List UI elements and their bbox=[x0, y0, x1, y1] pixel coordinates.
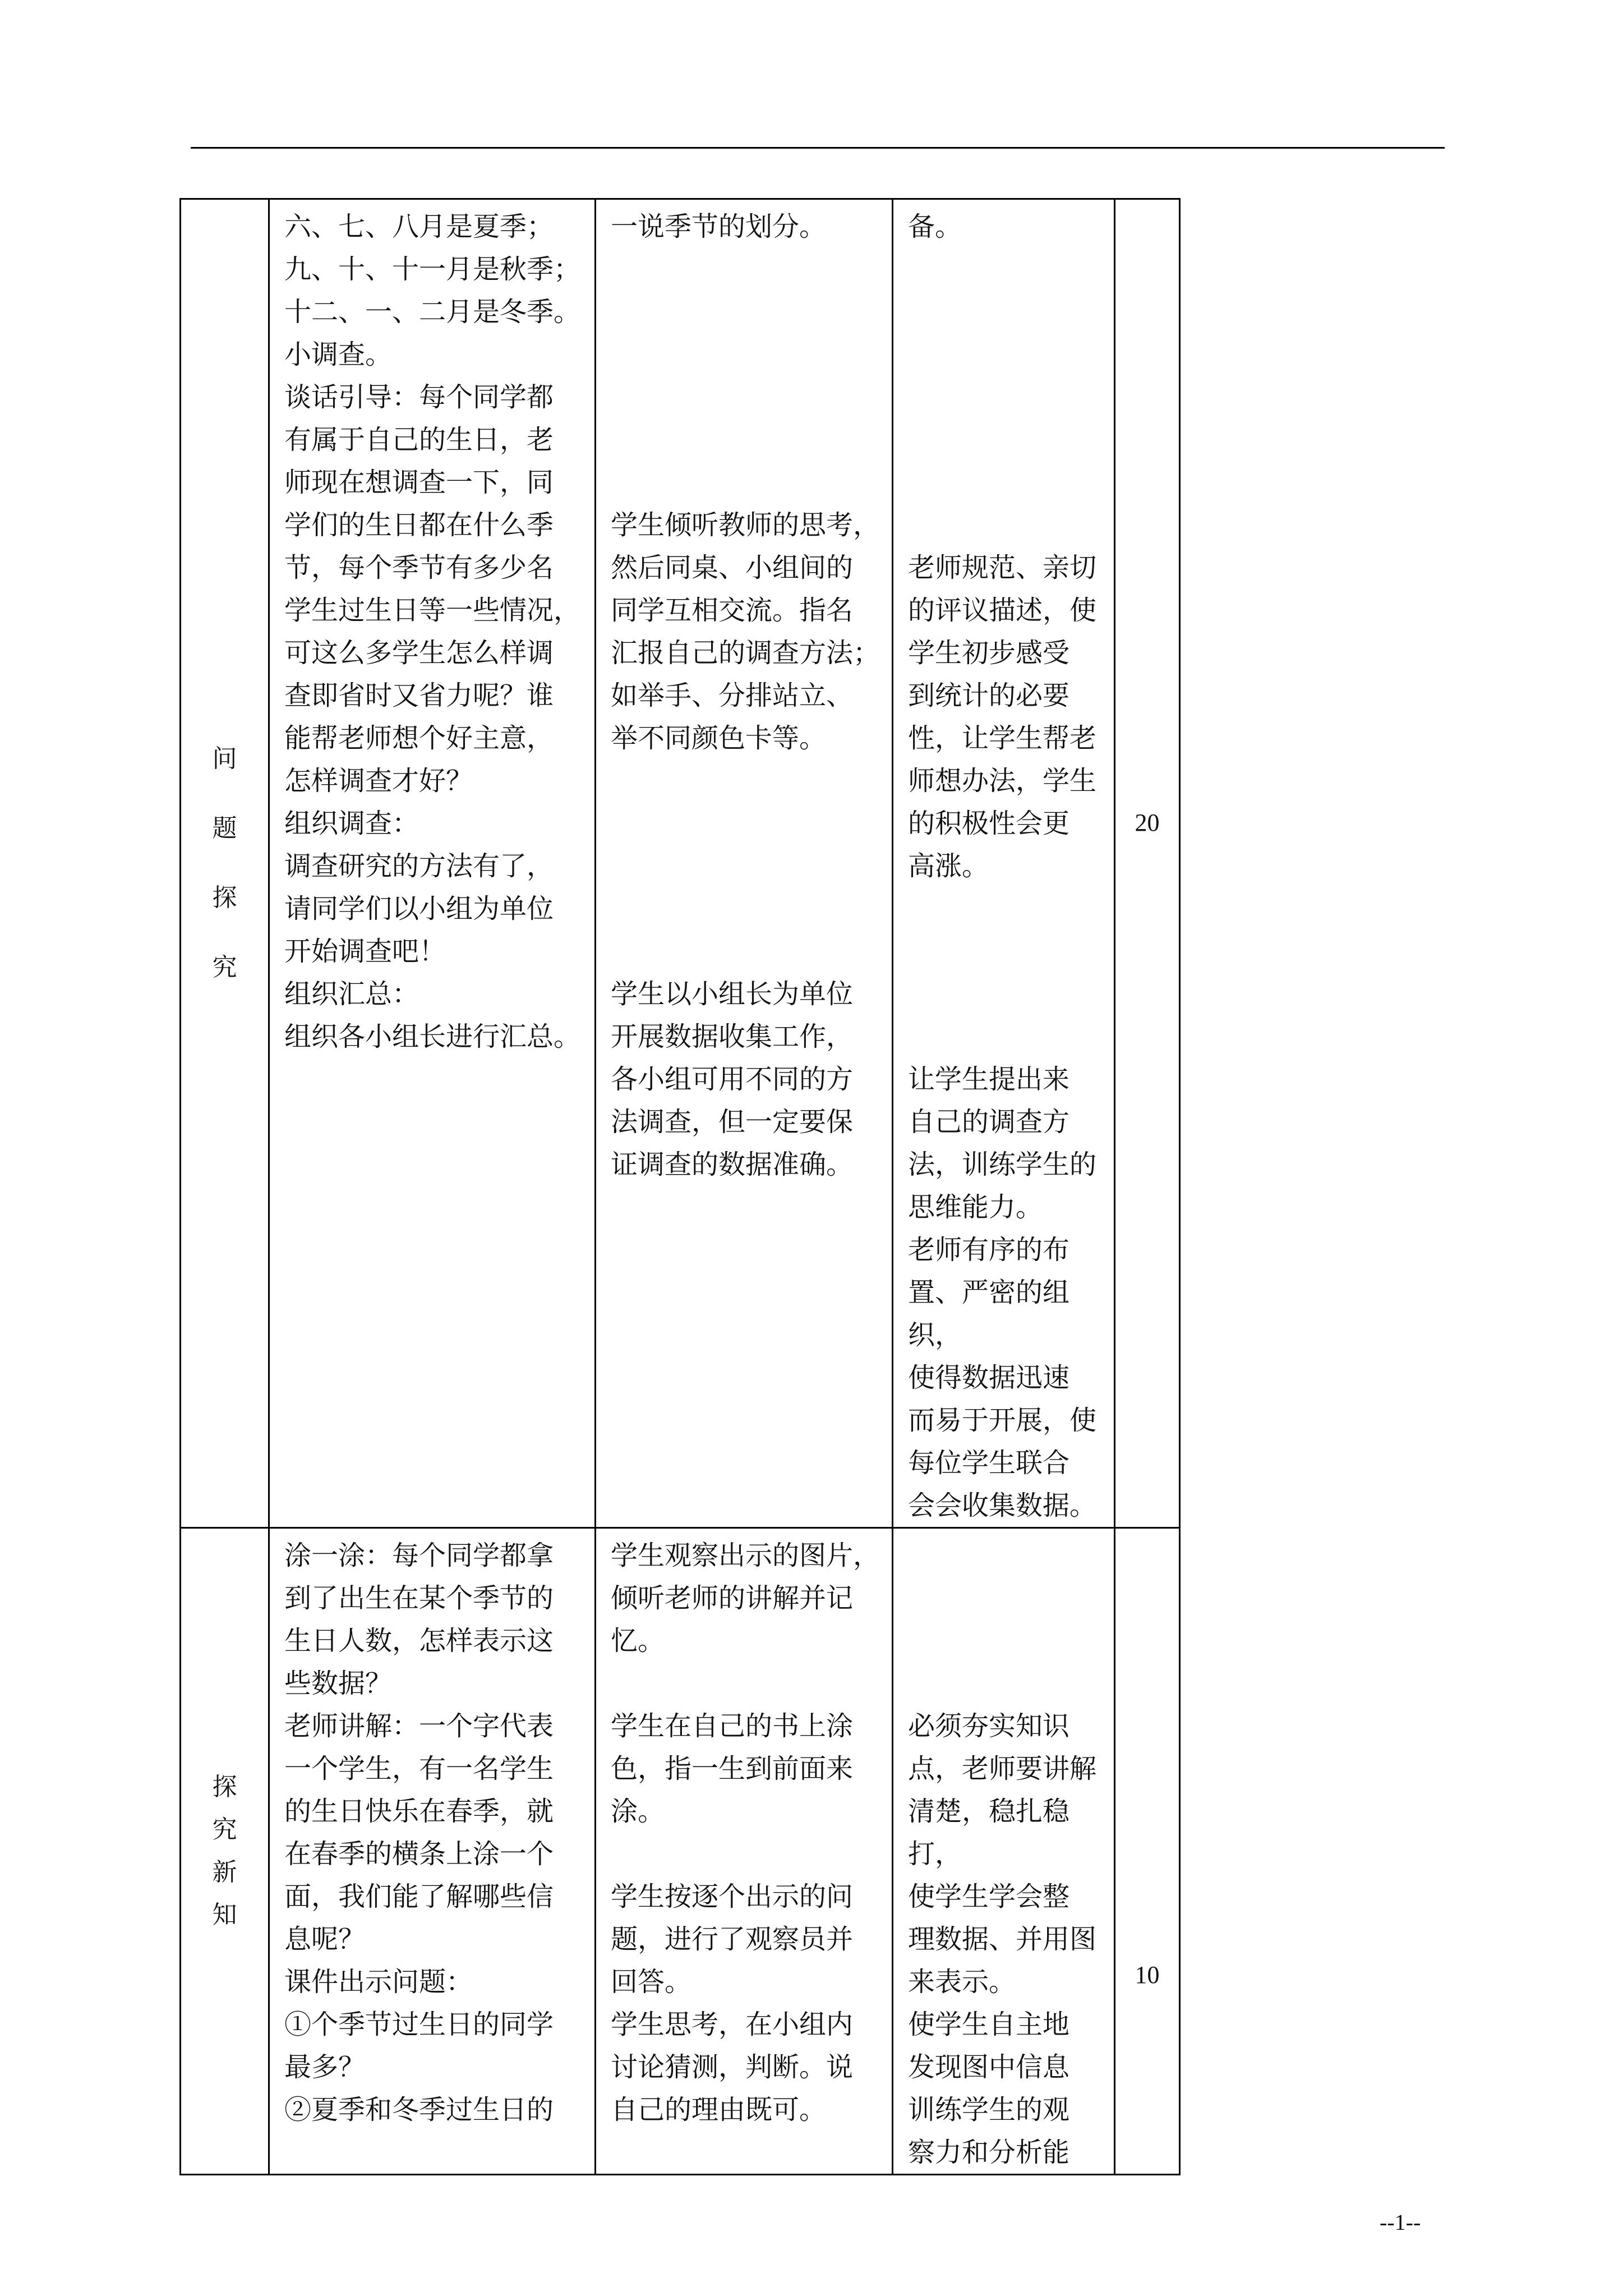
design-intent-text: 备。 bbox=[908, 211, 962, 242]
stage-char: 探 bbox=[212, 884, 237, 912]
teacher-activity-text: 六、七、八月是夏季； 九、十、十一月是秋季； 十二、一、二月是冬季。 小调查。 谈话引导：每个同学都 有属于自己的生日，老 师现在想调查一下，同 学们的生日都在什么季 节，每个季节有多少名 学生过生日等一些情况， 可这么多学生怎么样调 查即省时又省力呢？谁 能帮老师想个好主意， 怎样调查才好？ 组织调查： 调查研究的方法有了， 请同学们以小组为单位 开始调查吧！ 组织汇总： 组织各小组长进行汇总。 bbox=[284, 211, 581, 1052]
stage-label bbox=[181, 200, 268, 1527]
stage-cell bbox=[181, 1528, 269, 2175]
student-activity-text: 学生按逐个出示的问 题，进行了观察员并 回答。 学生思考，在小组内 讨论猜测，判断。说 自己的理由既可。 bbox=[611, 1881, 854, 2125]
student-activity-cell bbox=[596, 1528, 893, 2175]
student-activity-text: 一说季节的划分。 bbox=[611, 211, 827, 242]
design-intent-cell bbox=[893, 1528, 1115, 2175]
design-intent-text: 必须夯实知识 点，老师要讲解 清楚，稳扎稳打， 使学生学会整 理数据、并用图 来表示。 使学生自主地 发现图中信息 训练学生的观 察力和分析能 bbox=[908, 1710, 1097, 2168]
time-cell bbox=[1115, 1528, 1180, 2175]
teacher-activity-cell bbox=[269, 199, 596, 1528]
stage-cell bbox=[181, 199, 269, 1528]
stage-char: 问 bbox=[212, 744, 237, 773]
stage-char: 探 bbox=[212, 1773, 237, 1801]
student-activity-text: 学生倾听教师的思考， 然后同桌、小组间的 同学互相交流。指名 汇报自己的调查方法； 如举手、分排站立、 举不同颜色卡等。 bbox=[611, 509, 880, 754]
header-rule bbox=[191, 147, 1445, 149]
teacher-activity-text: 涂一涂：每个同学都拿 到了出生在某个季节的 生日人数，怎样表示这 些数据？ 老师讲解：一个字代表 一个学生，有一名学生 的生日快乐在春季，就 在春季的横条上涂一个 面，我们能了解哪些信 息呢？ 课件出示问题： ①个季节过生日的同学 最多？ ②夏季和冬季过生日的 bbox=[284, 1540, 554, 2125]
time-value: 10 bbox=[1135, 1961, 1160, 1989]
stage-char: 知 bbox=[212, 1901, 237, 1929]
lesson-plan-table bbox=[179, 198, 1181, 2175]
teacher-activity-cell bbox=[269, 1528, 596, 2175]
page-number: --1-- bbox=[1380, 2210, 1421, 2235]
student-activity-text: 学生在自己的书上涂 色，指一生到前面来 涂。 bbox=[611, 1710, 854, 1827]
time-cell bbox=[1115, 199, 1180, 1528]
student-activity-cell bbox=[596, 199, 893, 1528]
stage-char: 究 bbox=[212, 1815, 237, 1844]
design-intent-cell bbox=[893, 199, 1115, 1528]
student-activity-text: 学生以小组长为单位 开展数据收集工作， 各小组可用不同的方 法调查，但一定要保 证调查的数据准确。 bbox=[611, 978, 854, 1180]
stage-char: 新 bbox=[212, 1858, 237, 1887]
student-activity-text: 学生观察出示的图片， 倾听老师的讲解并记 忆。 bbox=[611, 1540, 880, 1657]
table-row-problem-exploration bbox=[181, 199, 1180, 1528]
design-intent-text: 让学生提出来 自己的调查方 法，训练学生的 思维能力。 老师有序的布 置、严密的组织， 使得数据迅速 而易于开展，使 每位学生联合 会会收集数据。 bbox=[908, 1064, 1097, 1521]
stage-label bbox=[181, 1529, 268, 2174]
stage-char: 题 bbox=[212, 814, 237, 843]
design-intent-text: 老师规范、亲切 的评议描述，使 学生初步感受 到统计的必要 性，让学生帮老 师想办法，学生 的积极性会更 高涨。 bbox=[908, 552, 1097, 882]
stage-char: 究 bbox=[212, 953, 237, 982]
time-value: 20 bbox=[1135, 809, 1160, 836]
table-row-new-knowledge bbox=[181, 1528, 1180, 2175]
